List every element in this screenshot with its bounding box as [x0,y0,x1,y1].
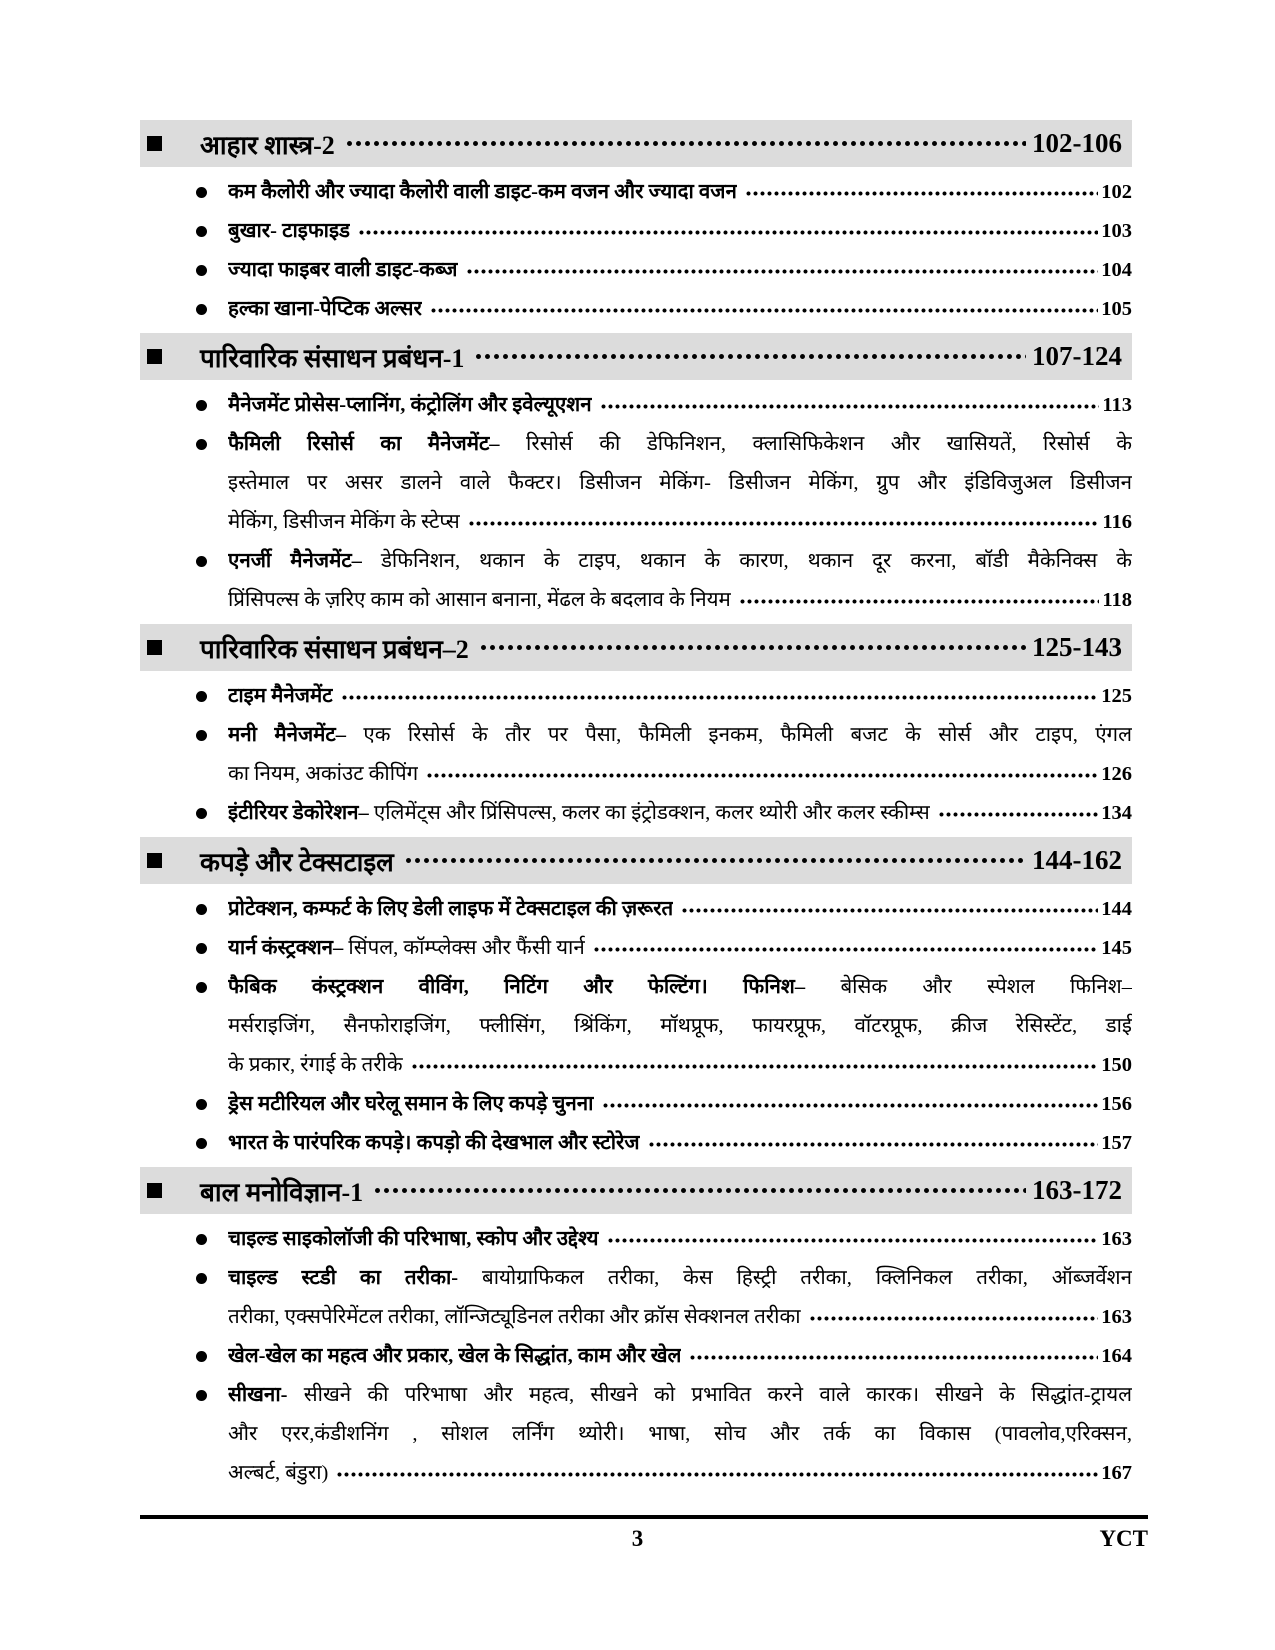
toc-line [228,1337,1132,1376]
page-number: 118 [1102,589,1132,611]
entry-title: चाइल्ड स्टडी का तरीका- [228,1267,482,1289]
footer-publisher-logo: YCT [1099,1526,1148,1551]
item-body [228,212,1132,251]
toc-item [140,173,1132,212]
entry-text-wrap [228,503,460,542]
item-bullet-icon [140,968,228,1085]
entry-description: तरीका, एक्सपेरिमेंटल तरीका, लॉन्जिट्यूडिनल तरीका और क्रॉस सेक्शनल तरीका [228,1306,801,1328]
entry-text-wrap [228,251,458,290]
section-header [140,837,1132,884]
item-bullet-icon [140,1085,228,1124]
toc-item [140,542,1132,620]
toc-line [228,1454,1132,1493]
dot-leader [341,693,1099,702]
entry-description: मर्सराइजिंग, सैनफोराइजिंग, फ्लीसिंग, श्रिंकिंग, मॉथप्रूफ, फायरप्रूफ, वॉटरप्रूफ, क्रीज रेसिस्टेंट, डाई [228,1015,1132,1037]
page-number: 145 [1101,937,1132,959]
entry-description: रिसोर्स की डेफिनिशन, क्लासिफिकेशन और खासियतें, रिसोर्स के [526,433,1132,455]
section-header [140,333,1132,380]
entry-description: प्रिंसिपल्स के ज़रिए काम को आसान बनाना, मेंढल के बदलाव के नियम [228,589,731,611]
section-page-range: 107-124 [1032,341,1122,371]
item-body [228,1124,1132,1163]
entry-description: अल्बर्ट, बंडुरा) [228,1462,329,1484]
entry-text-wrap [228,794,930,833]
toc-item [140,1376,1132,1493]
toc-line [228,212,1132,251]
item-body [228,890,1132,929]
section-page-range: 163-172 [1032,1175,1122,1205]
toc-item [140,794,1132,833]
entry-description: और एरर,कंडीशनिंग , सोशल लर्निंग थ्योरी। भाषा, सोच और तर्क का विकास (पावलोव,एरिक्सन, [228,1423,1132,1445]
toc-line [228,1085,1132,1124]
item-body [228,794,1132,833]
toc-line [228,425,1132,464]
dot-leader [426,771,1098,780]
dot-leader [345,137,1026,150]
section-title: कपड़े और टेक्सटाइल [200,847,394,877]
item-bullet-icon [140,677,228,716]
dot-leader [468,519,1100,528]
toc-line [228,1046,1132,1085]
toc-section [140,1167,1132,1493]
toc [140,116,1132,1493]
dot-leader [745,189,1098,198]
entry-description: के प्रकार, रंगाई के तरीके [228,1054,403,1076]
item-body [228,173,1132,212]
page-number: 126 [1101,763,1132,785]
toc-item [140,890,1132,929]
toc-line [228,929,1132,968]
section-bullet-icon [147,640,162,655]
section-page-range: 125-143 [1032,632,1122,662]
section-page-range: 144-162 [1032,845,1122,875]
toc-line [228,716,1132,755]
item-bullet-icon [140,1220,228,1259]
dot-leader [607,1236,1099,1245]
section-items [140,1220,1132,1493]
dot-leader [809,1314,1099,1323]
dot-leader [479,641,1026,654]
item-bullet-icon [140,425,228,542]
entry-description: बेसिक और स्पेशल फिनिश– [840,976,1132,998]
section-page-range: 102-106 [1032,128,1122,158]
entry-title: प्रोटेक्शन, कम्फर्ट के लिए डेली लाइफ में टेक्सटाइल की ज़रूरत [228,898,674,920]
page-number: 104 [1101,259,1132,281]
toc-item [140,677,1132,716]
entry-description: एक रिसोर्स के तौर पर पैसा, फैमिली इनकम, फैमिली बजट के सोर्स और टाइप, एंगल [363,724,1132,746]
item-body [228,290,1132,329]
section-bullet-icon [147,349,162,364]
section-bullet-icon [147,136,162,151]
footer-rule [140,1515,1148,1519]
toc-item [140,212,1132,251]
toc-item [140,1220,1132,1259]
entry-title: यार्न कंस्ट्रक्शन– [228,937,349,959]
entry-title: सीखना- [228,1384,304,1406]
section-title: पारिवारिक संसाधन प्रबंधन-1 [200,343,465,373]
toc-line [228,1415,1132,1454]
item-body [228,677,1132,716]
toc-line [228,1220,1132,1259]
entry-title: इंटीरियर डेकोरेशन– [228,802,374,824]
entry-text-wrap [228,677,333,716]
toc-item [140,1259,1132,1337]
toc-item [140,425,1132,542]
entry-text-wrap [228,1454,328,1493]
page-number: 150 [1101,1054,1132,1076]
dot-leader [466,267,1099,276]
item-body [228,386,1132,425]
entry-text-wrap [228,290,422,329]
dot-leader [938,810,1099,819]
toc-line [228,755,1132,794]
entry-text-wrap [228,1046,403,1085]
item-bullet-icon [140,173,228,212]
toc-line [228,542,1132,581]
entry-title: मैनेजमेंट प्रोसेस-प्लानिंग, कंट्रोलिंग और इवेल्यूएशन [228,394,592,416]
item-body [228,542,1132,620]
entry-title: बुखार- टाइफाइड [228,220,350,242]
toc-item [140,290,1132,329]
entry-text-wrap [228,890,673,929]
toc-item [140,968,1132,1085]
entry-title: एनर्जी मैनेजमेंट– [228,550,381,572]
entry-text-wrap [228,386,592,425]
item-bullet-icon [140,890,228,929]
dot-leader [430,306,1098,315]
entry-title: ज्यादा फाइबर वाली डाइट-कब्ज [228,259,458,281]
toc-line [228,1124,1132,1163]
entry-text-wrap [228,755,418,794]
item-bullet-icon [140,1124,228,1163]
entry-title: टाइम मैनेजमेंट [228,685,333,707]
entry-title: कम कैलोरी और ज्यादा कैलोरी वाली डाइट-कम वजन और ज्यादा वजन [228,181,737,203]
toc-section [140,624,1132,833]
toc-line [228,290,1132,329]
entry-text-wrap [228,1124,640,1163]
dot-leader [593,945,1099,954]
section-items [140,890,1132,1163]
dot-leader [681,906,1098,915]
entry-title: खेल-खेल का महत्व और प्रकार, खेल के सिद्धांत, काम और खेल [228,1345,682,1367]
toc-line [228,968,1132,1007]
item-bullet-icon [140,251,228,290]
entry-text-wrap [228,1298,801,1337]
item-bullet-icon [140,1337,228,1376]
toc-line [228,581,1132,620]
toc-line [228,890,1132,929]
entry-title: फैबिक कंस्ट्रक्शन वीविंग, निटिंग और फेल्टिंग। फिनिश– [228,976,841,998]
dot-leader [404,854,1026,867]
toc-line [228,677,1132,716]
section-title: आहार शास्त्र-2 [200,130,335,160]
page-number: 167 [1101,1462,1132,1484]
item-body [228,1220,1132,1259]
page-number: 163 [1101,1228,1132,1250]
item-bullet-icon [140,716,228,794]
page-number: 134 [1101,802,1132,824]
dot-leader [648,1140,1099,1149]
entry-description: सीखने की परिभाषा और महत्व, सीखने को प्रभावित करने वाले कारक। सीखने के सिद्धांत-ट्रायल [303,1384,1132,1406]
entry-text-wrap [228,581,731,620]
entry-description: का नियम, अकांउट कीपिंग [228,763,419,785]
toc-item [140,1337,1132,1376]
toc-line [228,1376,1132,1415]
page-number: 103 [1101,220,1132,242]
item-body [228,251,1132,290]
item-body [228,1376,1132,1493]
entry-title: मनी मैनेजमेंट– [228,724,364,746]
item-body [228,1085,1132,1124]
entry-text-wrap [228,212,350,251]
dot-leader [600,402,1100,411]
toc-item [140,251,1132,290]
toc-line [228,503,1132,542]
entry-text-wrap [228,929,585,968]
page-number: 102 [1101,181,1132,203]
page-number: 163 [1101,1306,1132,1328]
section-bullet-icon [147,853,162,868]
page-number: 105 [1101,298,1132,320]
section-header [140,624,1132,671]
page-number: 156 [1101,1093,1132,1115]
section-title: पारिवारिक संसाधन प्रबंधन–2 [200,634,469,664]
entry-description: बायोग्राफिकल तरीका, केस हिस्ट्री तरीका, क्लिनिकल तरीका, ऑब्जर्वेशन [482,1267,1132,1289]
entry-description: एलिमेंट्स और प्रिंसिपल्स, कलर का इंट्रोडक्शन, कलर थ्योरी और कलर स्कीम्स [373,802,930,824]
section-items [140,173,1132,329]
dot-leader [602,1101,1099,1110]
item-bullet-icon [140,290,228,329]
entry-title: चाइल्ड साइकोलॉजी की परिभाषा, स्कोप और उद्देश्य [228,1228,599,1250]
toc-line [228,173,1132,212]
entry-text-wrap [228,1085,594,1124]
item-body [228,968,1132,1085]
entry-text-wrap [228,173,737,212]
section-title: बाल मनोविज्ञान-1 [200,1177,364,1207]
dot-leader [474,350,1026,363]
item-body [228,716,1132,794]
toc-section [140,837,1132,1163]
section-header [140,1167,1132,1214]
item-bullet-icon [140,212,228,251]
page-number: 164 [1101,1345,1132,1367]
toc-line [228,386,1132,425]
dot-leader [358,228,1098,237]
entry-title: भारत के पारंपरिक कपड़े। कपड़ो की देखभाल और स्टोरेज [228,1132,640,1154]
entry-text-wrap [228,1337,681,1376]
page-number: 125 [1101,685,1132,707]
item-bullet-icon [140,542,228,620]
toc-line [228,251,1132,290]
toc-item [140,716,1132,794]
entry-title: हल्का खाना-पेप्टिक अल्सर [228,298,422,320]
page-number: 157 [1101,1132,1132,1154]
page-number: 116 [1102,511,1132,533]
section-header [140,120,1132,167]
item-body [228,1259,1132,1337]
item-bullet-icon [140,1259,228,1337]
item-bullet-icon [140,1376,228,1493]
toc-section [140,333,1132,620]
toc-item [140,1085,1132,1124]
item-body [228,929,1132,968]
toc-line [228,1259,1132,1298]
dot-leader [373,1184,1026,1197]
toc-line [228,1298,1132,1337]
item-body [228,425,1132,542]
item-body [228,1337,1132,1376]
toc-item [140,1124,1132,1163]
page-number: 144 [1101,898,1132,920]
item-bullet-icon [140,929,228,968]
footer-page-number: 3 [631,1526,644,1551]
section-items [140,386,1132,620]
dot-leader [411,1062,1099,1071]
page-number: 113 [1102,394,1132,416]
entry-description: इस्तेमाल पर असर डालने वाले फैक्टर। डिसीजन मेकिंग- डिसीजन मेकिंग, ग्रुप और इंडिविजुअल डिसीजन [228,472,1132,494]
toc-line [228,794,1132,833]
dot-leader [739,597,1100,606]
item-bullet-icon [140,794,228,833]
section-bullet-icon [147,1183,162,1198]
toc-line [228,464,1132,503]
entry-description: सिंपल, कॉम्प्लेक्स और फैंसी यार्न [348,937,585,959]
item-bullet-icon [140,386,228,425]
toc-item [140,386,1132,425]
dot-leader [336,1470,1098,1479]
toc-line [228,1007,1132,1046]
entry-description: डेफिनिशन, थकान के टाइप, थकान के कारण, थकान दूर करना, बॉडी मैकेनिक्स के [380,550,1132,572]
toc-section [140,120,1132,329]
section-items [140,677,1132,833]
toc-item [140,929,1132,968]
entry-title: फैमिली रिसोर्स का मैनेजमेंट– [228,433,527,455]
entry-title: ड्रेस मटीरियल और घरेलू समान के लिए कपड़े चुनना [228,1093,594,1115]
entry-description: मेकिंग, डिसीजन मेकिंग के स्टेप्स [228,511,460,533]
dot-leader [689,1353,1098,1362]
entry-text-wrap [228,1220,599,1259]
